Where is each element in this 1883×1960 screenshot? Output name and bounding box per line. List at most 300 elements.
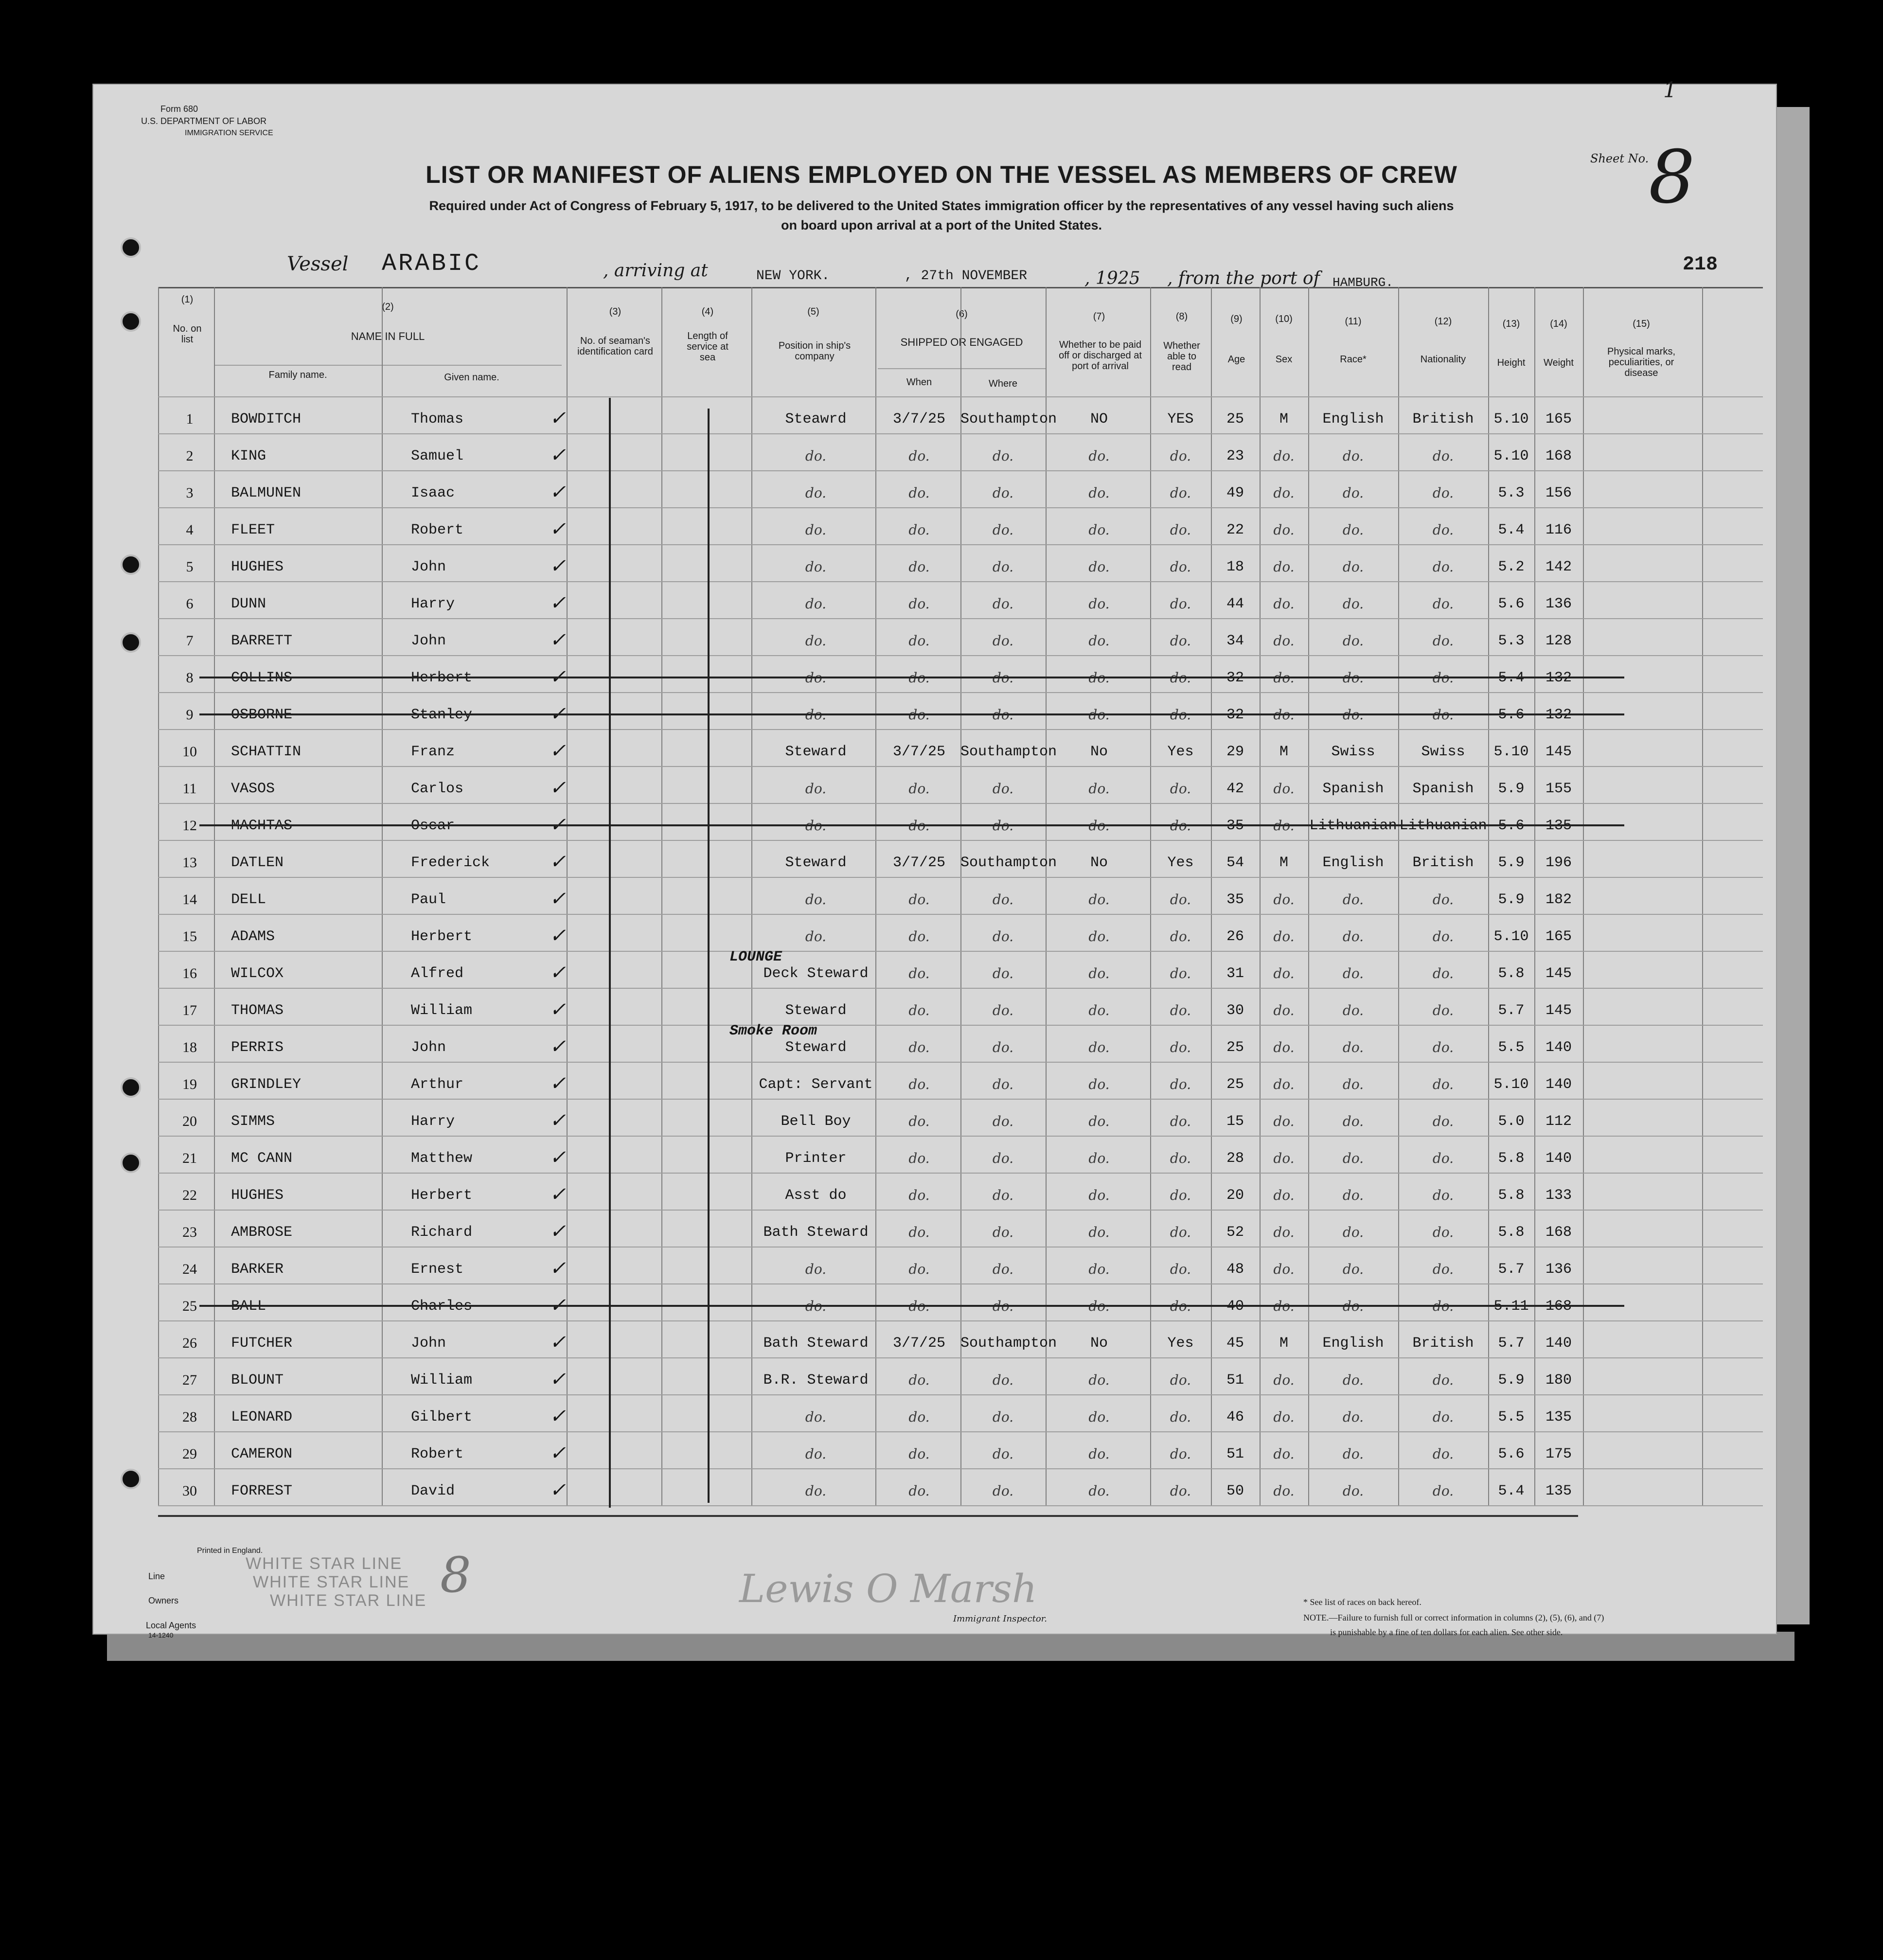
ditto-mark: do. [992,633,1014,649]
ditto-mark: do. [1170,781,1191,797]
ditto-mark: do. [1432,448,1454,464]
cell-sex: M [1279,855,1288,871]
cell-given: Herbert [411,928,473,945]
cell-given: Richard [411,1224,473,1241]
cell-family: DUNN [231,596,266,612]
col14-number: (14) [1550,319,1567,329]
ditto-mark: do. [1170,1187,1191,1203]
cell-no: 30 [182,1483,197,1499]
check-mark-icon: ✓ [550,779,566,801]
cell-family: OSBORNE [231,707,293,723]
cell-weight: 136 [1545,1261,1572,1278]
race-footnote: * See list of races on back hereof. [1303,1597,1421,1607]
check-mark-icon: ✓ [550,1296,566,1318]
cell-no: 18 [182,1039,197,1055]
ditto-mark: do. [992,1372,1014,1388]
ditto-mark: do. [1088,1076,1110,1092]
cell-height: 5.5 [1498,1039,1525,1056]
check-mark-icon: ✓ [550,1074,566,1096]
table-row-rule [158,581,1763,582]
ditto-mark: do. [1170,448,1191,464]
cell-given: Paul [411,891,446,908]
ditto-mark: do. [1170,522,1191,538]
ditto-mark: do. [1170,485,1191,501]
col6-number: (6) [956,309,968,320]
cell-given: John [411,559,446,575]
cell-position: Capt: Servant [759,1076,873,1093]
strike-through-line [199,713,1624,715]
cell-given: Frederick [411,855,490,871]
ditto-mark: do. [1273,928,1295,944]
cell-position: Steward [785,855,847,871]
table-row-rule [158,1173,1763,1174]
ditto-mark: do. [992,1483,1014,1499]
table-row-rule [158,1320,1763,1321]
cell-weight: 155 [1545,781,1572,797]
cell-height: 5.8 [1498,1150,1525,1167]
ditto-mark: do. [1432,1150,1454,1166]
cell-weight: 135 [1545,1409,1572,1425]
cell-height: 5.7 [1498,1261,1525,1278]
check-mark-icon: ✓ [550,409,566,431]
cell-family: DELL [231,891,266,908]
cell-family: BLOUNT [231,1372,284,1389]
cell-age: 26 [1226,928,1244,945]
ditto-mark: do. [908,928,930,944]
cell-family: CAMERON [231,1446,293,1462]
penalty-note-2: is punishable by a fine of ten dollars for each alien. See other side. [1330,1627,1563,1637]
col-physical-marks-header: Physical marks, peculiarities, or disease [1607,346,1676,378]
table-row-rule [158,433,1763,434]
cell-position: Steward [785,1002,847,1019]
cell-family: MC CANN [231,1150,293,1167]
cell-family: WILCOX [231,965,284,982]
ditto-mark: do. [908,1261,930,1277]
ditto-mark: do. [1088,448,1110,464]
cell-no: 2 [186,448,194,464]
cell-family: PERRIS [231,1039,284,1056]
ditto-mark: do. [1342,1446,1364,1462]
ditto-mark: do. [908,448,930,464]
col-no-on-list-header: No. on list [173,323,202,345]
penalty-note-1: NOTE.—Failure to furnish full or correct information in columns (2), (5), (6), and (7) [1303,1613,1604,1622]
ditto-mark: do. [992,1150,1014,1166]
ditto-mark: do. [1432,633,1454,649]
col-shipped-header: SHIPPED OR ENGAGED [900,336,1023,348]
punch-hole [121,1469,141,1489]
ditto-mark: do. [1432,965,1454,981]
cell-race: English [1322,855,1384,871]
ditto-mark: do. [1170,1113,1191,1129]
ditto-mark: do. [992,891,1014,908]
cell-height: 5.6 [1498,818,1525,834]
ditto-mark: do. [805,559,827,575]
ditto-mark: do. [908,633,930,649]
col-family-name-header: Family name. [268,370,327,380]
ditto-mark: do. [1342,596,1364,612]
cell-age: 18 [1226,559,1244,575]
cell-age: 51 [1226,1446,1244,1462]
cell-no: 1 [186,411,194,427]
cell-weight: 165 [1545,928,1572,945]
cell-height: 5.9 [1498,855,1525,871]
check-mark-icon: ✓ [550,1148,566,1170]
check-mark-icon: ✓ [550,853,566,874]
ditto-mark: do. [1273,559,1295,575]
ditto-mark: do. [1432,1187,1454,1203]
col-name-header: NAME IN FULL [351,330,425,342]
inspector-label: Immigrant Inspector. [953,1614,1048,1624]
ditto-mark: do. [1088,559,1110,575]
cell-height: 5.10 [1493,411,1529,428]
ditto-mark: do. [908,891,930,908]
check-mark-icon: ✓ [550,816,566,837]
ditto-mark: do. [805,670,827,686]
col9-number: (9) [1230,314,1243,324]
cell-height: 5.6 [1498,1446,1525,1462]
ditto-mark: do. [1273,1298,1295,1314]
table-column-rule [661,287,662,1505]
sheet-number: 8 [1649,135,1695,220]
table-column-rule [875,287,876,1505]
ditto-mark: do. [908,1483,930,1499]
ditto-mark: do. [1170,1372,1191,1388]
table-row-rule [158,1210,1763,1211]
cell-no: 24 [182,1261,197,1277]
table-row-rule [158,655,1763,656]
cell-height: 5.3 [1498,633,1525,649]
cell-nationality: British [1412,1335,1474,1352]
ditto-mark: do. [992,559,1014,575]
ditto-mark: do. [1273,818,1295,834]
cell-position: Steawrd [785,411,847,428]
cell-height: 5.11 [1493,1298,1529,1315]
ditto-mark: do. [908,1372,930,1388]
ditto-mark: do. [1170,670,1191,686]
strike-through-line [199,824,1624,826]
ditto-mark: do. [1342,1150,1364,1166]
ditto-mark: do. [805,1446,827,1462]
ditto-mark: do. [992,1039,1014,1055]
col-seaman-card-header: No. of seaman's identification card [577,336,653,357]
ditto-mark: do. [1170,1261,1191,1277]
cell-when: 3/7/25 [892,855,946,871]
ditto-mark: do. [992,965,1014,981]
table-column-rule [382,287,383,1505]
ditto-mark: do. [1088,707,1110,723]
cell-height: 5.3 [1498,485,1525,501]
ditto-mark: do. [1273,670,1295,686]
cell-no: 15 [182,928,197,944]
ditto-mark: do. [1432,891,1454,908]
check-mark-icon: ✓ [550,742,566,764]
cell-weight: 140 [1545,1039,1572,1056]
cell-age: 25 [1226,411,1244,428]
ditto-mark: do. [908,596,930,612]
col-read-header: Whether able to read [1163,340,1200,373]
cell-no: 11 [182,781,197,797]
ditto-mark: do. [1273,485,1295,501]
ditto-mark: do. [908,1002,930,1018]
ditto-mark: do. [1088,1187,1110,1203]
cell-when: 3/7/25 [892,1335,946,1352]
cell-read: YES [1167,411,1194,428]
ditto-mark: do. [908,818,930,834]
cell-given: Gilbert [411,1409,473,1425]
cell-height: 5.10 [1493,448,1529,464]
cell-height: 5.8 [1498,1187,1525,1204]
ditto-mark: do. [1273,1187,1295,1203]
cell-weight: 182 [1545,891,1572,908]
cell-weight: 140 [1545,1150,1572,1167]
table-row-rule [158,914,1763,915]
cell-height: 5.4 [1498,670,1525,686]
ditto-mark: do. [1170,891,1191,908]
inspector-signature: Lewis O Marsh [739,1566,1037,1611]
ditto-mark: do. [1342,1224,1364,1240]
cell-age: 46 [1226,1409,1244,1425]
cell-given: Harry [411,596,455,612]
ditto-mark: do. [1088,1224,1110,1240]
ditto-mark: do. [1170,1409,1191,1425]
ditto-mark: do. [1088,1372,1110,1388]
col15-number: (15) [1633,319,1650,329]
cell-weight: 135 [1545,818,1572,834]
ditto-mark: do. [1342,1039,1364,1055]
cell-no: 26 [182,1335,197,1351]
cell-weight: 145 [1545,1002,1572,1019]
cell-age: 22 [1226,522,1244,538]
ditto-mark: do. [1170,928,1191,944]
cell-family: SIMMS [231,1113,275,1130]
cell-given: Isaac [411,485,455,501]
position-annotation: LOUNGE [729,949,782,965]
cell-no: 20 [182,1113,197,1129]
ditto-mark: do. [1273,707,1295,723]
ditto-mark: do. [908,1409,930,1425]
cell-age: 28 [1226,1150,1244,1167]
cell-family: AMBROSE [231,1224,293,1241]
cell-given: Charles [411,1298,473,1315]
cell-paid: NO [1090,411,1108,428]
cell-age: 35 [1226,891,1244,908]
cell-weight: 132 [1545,670,1572,686]
cell-sex: M [1279,744,1288,760]
table-row-rule [158,692,1763,693]
ditto-mark: do. [908,522,930,538]
col7-number: (7) [1093,311,1105,322]
cell-weight: 165 [1545,411,1572,428]
cell-no: 19 [182,1076,197,1092]
ditto-mark: do. [908,965,930,981]
cell-family: SCHATTIN [231,744,302,760]
cell-no: 28 [182,1409,197,1425]
table-column-rule [567,287,568,1505]
ditto-mark: do. [992,1298,1014,1314]
col-when-header: When [906,377,932,388]
cell-family: BARRETT [231,633,293,649]
cell-age: 30 [1226,1002,1244,1019]
cell-age: 15 [1226,1113,1244,1130]
ditto-mark: do. [1342,1298,1364,1314]
cell-no: 21 [182,1150,197,1166]
cell-age: 23 [1226,448,1244,464]
col-service-length-header: Length of service at sea [687,331,728,363]
cell-weight: 140 [1545,1335,1572,1352]
table-row-rule [158,507,1763,508]
ditto-mark: do. [805,891,827,908]
cell-given: John [411,1335,446,1352]
line-stamp-2: WHITE STAR LINE [253,1573,410,1591]
col1-number: (1) [181,294,194,305]
check-mark-icon: ✓ [550,890,566,911]
ditto-mark: do. [1432,1039,1454,1055]
strike-through-line [199,677,1624,678]
ditto-mark: do. [1170,965,1191,981]
cell-age: 42 [1226,781,1244,797]
ditto-mark: do. [1170,1150,1191,1166]
cell-given: Ernest [411,1261,464,1278]
cell-age: 40 [1226,1298,1244,1315]
cell-height: 5.0 [1498,1113,1525,1130]
ditto-mark: do. [1432,928,1454,944]
table-row-rule [158,988,1763,989]
ditto-mark: do. [908,670,930,686]
cell-given: Stanley [411,707,473,723]
document-subtitle-1: Required under Act of Congress of February 5, 1917, to be delivered to the United States immigration officer by the representatives of any vessel having such aliens [429,198,1454,213]
cell-weight: 132 [1545,707,1572,723]
table-row-rule [158,840,1763,841]
col-nationality-header: Nationality [1420,354,1466,365]
table-row-rule [158,766,1763,767]
cell-no: 12 [182,818,197,834]
table-column-rule [751,287,752,1505]
cell-age: 45 [1226,1335,1244,1352]
ditto-mark: do. [805,448,827,464]
cell-race: English [1322,1335,1384,1352]
cell-race: Spanish [1322,781,1384,797]
ditto-mark: do. [805,781,827,797]
ditto-mark: do. [1088,1150,1110,1166]
cell-weight: 112 [1545,1113,1572,1130]
col-position-header: Position in ship's company [778,340,851,362]
cell-position: Bath Steward [763,1335,869,1352]
ditto-mark: do. [908,1224,930,1240]
table-row-rule [158,1357,1763,1358]
ditto-mark: do. [1432,707,1454,723]
ditto-mark: do. [805,1409,827,1425]
cell-given: Carlos [411,781,464,797]
arrival-port: NEW YORK. [756,268,830,284]
cell-weight: 133 [1545,1187,1572,1204]
cell-given: William [411,1002,473,1019]
check-mark-icon: ✓ [550,1444,566,1466]
cell-when: 3/7/25 [892,744,946,760]
col4-number: (4) [701,306,714,317]
table-row-rule [158,1431,1763,1432]
col-paid-off-header: Whether to be paid off or discharged at port of arrival [1059,339,1142,372]
col-given-name-header: Given name. [444,372,499,383]
punch-hole [121,1153,141,1173]
sheet-no-label: Sheet No. [1590,152,1649,165]
ditto-mark: do. [1088,965,1110,981]
printed-note: Printed in England. [197,1547,263,1555]
cell-given: Robert [411,522,464,538]
cell-weight: 168 [1545,1298,1572,1315]
cell-height: 5.9 [1498,891,1525,908]
cell-race: Swiss [1331,744,1375,760]
cell-height: 5.10 [1493,1076,1529,1093]
ditto-mark: do. [1088,1446,1110,1462]
cell-family: LEONARD [231,1409,293,1425]
cell-no: 14 [182,891,197,908]
cell-height: 5.5 [1498,1409,1525,1425]
ditto-mark: do. [992,1446,1014,1462]
line-stamp-1: WHITE STAR LINE [246,1554,403,1573]
ditto-mark: do. [805,1261,827,1277]
arrival-year: , 1925 [1084,268,1140,288]
col-age-header: Age [1227,354,1245,365]
ditto-mark: do. [805,485,827,501]
ditto-mark: do. [1342,1113,1364,1129]
col13-number: (13) [1502,319,1520,329]
cell-age: 25 [1226,1039,1244,1056]
ditto-mark: do. [908,781,930,797]
page-number: 218 [1683,254,1718,276]
ditto-mark: do. [1170,1298,1191,1314]
ditto-mark: do. [1273,1483,1295,1499]
cell-position: Bath Steward [763,1224,869,1241]
cell-where: Southampton [960,855,1057,871]
cell-no: 16 [182,965,197,981]
ditto-mark: do. [1432,1446,1454,1462]
cell-given: Samuel [411,448,464,464]
agents-label: Local Agents [146,1621,196,1630]
cell-position: Steward [785,1039,847,1056]
cell-family: THOMAS [231,1002,284,1019]
form-number: Form 680 [160,104,198,114]
ditto-mark: do. [1273,781,1295,797]
stamp-mark: 8 [440,1547,471,1604]
cell-age: 44 [1226,596,1244,612]
service-name: IMMIGRATION SERVICE [185,129,273,137]
ditto-mark: do. [1342,485,1364,501]
ditto-mark: do. [992,1002,1014,1018]
cell-sex: M [1279,1335,1288,1352]
cell-age: 52 [1226,1224,1244,1241]
cell-position: B.R. Steward [763,1372,869,1389]
cell-age: 49 [1226,485,1244,501]
ditto-mark: do. [992,707,1014,723]
from-port-label: , from the port of [1167,268,1320,288]
hand-drawn-column-stroke [708,409,710,1503]
ditto-mark: do. [1342,965,1364,981]
check-mark-icon: ✓ [550,1481,566,1503]
check-mark-icon: ✓ [550,1370,566,1392]
ditto-mark: do. [908,1076,930,1092]
cell-given: John [411,1039,446,1056]
ditto-mark: do. [908,1113,930,1129]
cell-weight: 175 [1545,1446,1572,1462]
col2-number: (2) [382,302,394,312]
table-row-rule [158,618,1763,619]
ditto-mark: do. [1342,448,1364,464]
punch-hole [121,632,141,653]
check-mark-icon: ✓ [550,1037,566,1059]
col5-number: (5) [807,306,819,317]
cell-paid: No [1090,744,1108,760]
ditto-mark: do. [1273,1409,1295,1425]
